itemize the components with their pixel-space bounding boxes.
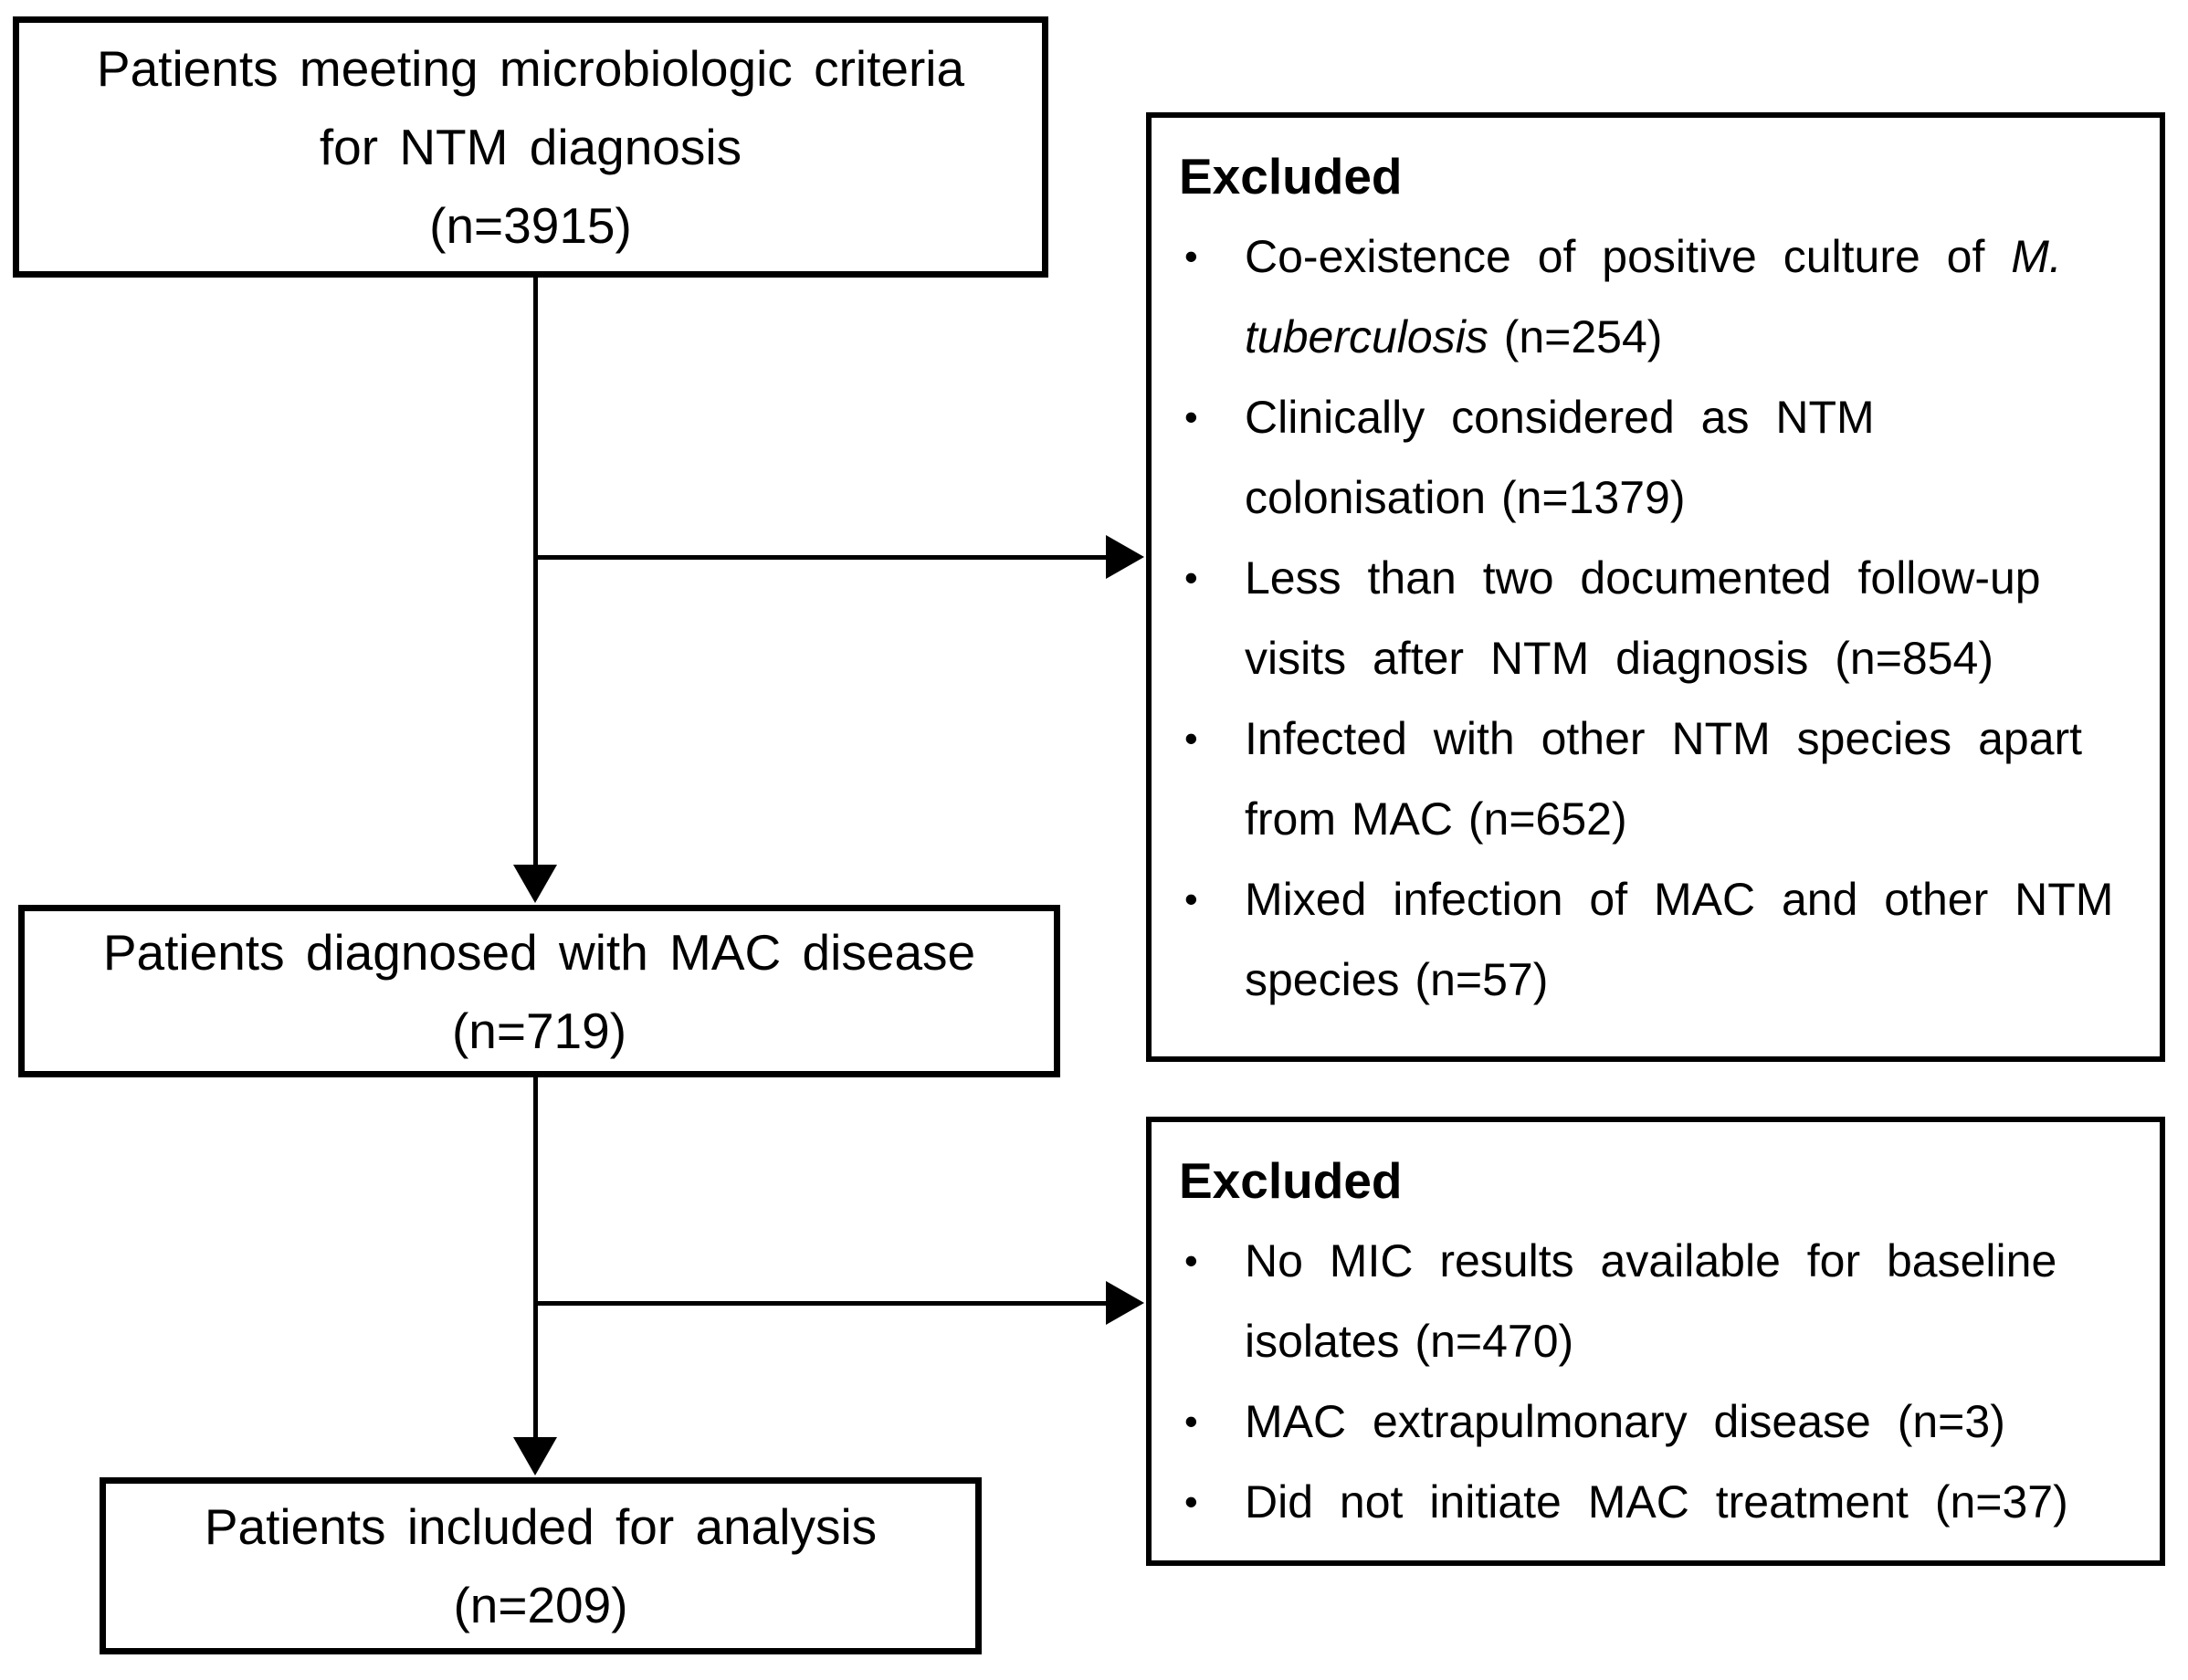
bullet-icon: •	[1184, 1480, 1198, 1523]
bullet-line: tuberculosis (n=254)	[1245, 311, 1663, 362]
flow-box-ntm-criteria	[13, 16, 1048, 278]
bullet-icon: •	[1184, 235, 1198, 278]
bullet-item-colonisation	[1179, 377, 2125, 538]
bullet-text	[1245, 538, 2125, 698]
bullet-line: species (n=57)	[1245, 954, 1549, 1005]
bullet-icon: •	[1184, 1400, 1198, 1443]
arrowhead-down-icon	[513, 1437, 557, 1475]
bullet-line: isolates (n=470)	[1245, 1316, 1574, 1367]
connector-mac-to-analysis	[533, 1076, 538, 1439]
bullet-icon: •	[1184, 395, 1198, 438]
box-count: (n=719)	[451, 1002, 627, 1059]
bullet-item-coexistence-tb	[1179, 216, 2125, 377]
box-text-line: Patients included for analysis	[204, 1498, 878, 1555]
bullet-text	[1245, 698, 2125, 859]
arrowhead-right-icon	[1106, 535, 1144, 579]
bullet-text	[1245, 377, 2125, 538]
bullet-line: from MAC (n=652)	[1245, 793, 1627, 845]
excluded-title: Excluded	[1179, 148, 1403, 205]
bullet-line: Mixed infection of MAC and other NTM	[1245, 874, 2114, 925]
bullet-item-extrapulmonary	[1179, 1381, 2125, 1462]
connector-to-excluded-1	[533, 555, 1108, 560]
bullet-item-other-ntm-species	[1179, 698, 2125, 859]
excluded-box-2	[1146, 1117, 2165, 1566]
bullet-line: MAC extrapulmonary disease (n=3)	[1245, 1396, 2005, 1447]
bullet-text	[1245, 1381, 2125, 1462]
bullet-text	[1245, 1462, 2125, 1542]
box-count: (n=209)	[453, 1577, 628, 1633]
bullet-line: Co-existence of positive culture of M.	[1245, 231, 2062, 282]
bullet-item-mixed-infection	[1179, 859, 2125, 1020]
excluded-box-1	[1146, 112, 2165, 1062]
bullet-line: Did not initiate MAC treatment (n=37)	[1245, 1476, 2068, 1528]
bullet-item-no-treatment	[1179, 1462, 2125, 1542]
arrowhead-right-icon	[1106, 1281, 1144, 1325]
box-count: (n=3915)	[429, 197, 632, 254]
arrowhead-down-icon	[513, 865, 557, 903]
bullet-line: colonisation (n=1379)	[1245, 472, 1686, 523]
bullet-line: Infected with other NTM species apart	[1245, 713, 2083, 764]
flow-box-included-analysis	[100, 1477, 982, 1654]
bullet-line: visits after NTM diagnosis (n=854)	[1245, 633, 1994, 684]
box-text-line: Patients meeting microbiologic criteria	[96, 40, 965, 97]
bullet-item-no-mic-results	[1179, 1221, 2125, 1381]
box-text-line: Patients diagnosed with MAC disease	[102, 923, 976, 981]
bullet-icon: •	[1184, 877, 1198, 920]
bullet-text	[1245, 1221, 2125, 1381]
bullet-icon: •	[1184, 717, 1198, 760]
bullet-icon: •	[1184, 1239, 1198, 1282]
excluded-title: Excluded	[1179, 1152, 1403, 1209]
flow-box-mac-disease	[18, 905, 1060, 1077]
connector-to-excluded-2	[533, 1301, 1108, 1306]
bullet-text	[1245, 859, 2125, 1020]
connector-ntm-to-mac	[533, 278, 538, 867]
bullet-item-followup-visits	[1179, 538, 2125, 698]
bullet-line: No MIC results available for baseline	[1245, 1235, 2057, 1286]
bullet-icon: •	[1184, 556, 1198, 599]
box-text-line: for NTM diagnosis	[319, 119, 742, 175]
bullet-line: Clinically considered as NTM	[1245, 392, 1875, 443]
bullet-line: Less than two documented follow-up	[1245, 552, 2041, 604]
bullet-text	[1245, 216, 2125, 377]
